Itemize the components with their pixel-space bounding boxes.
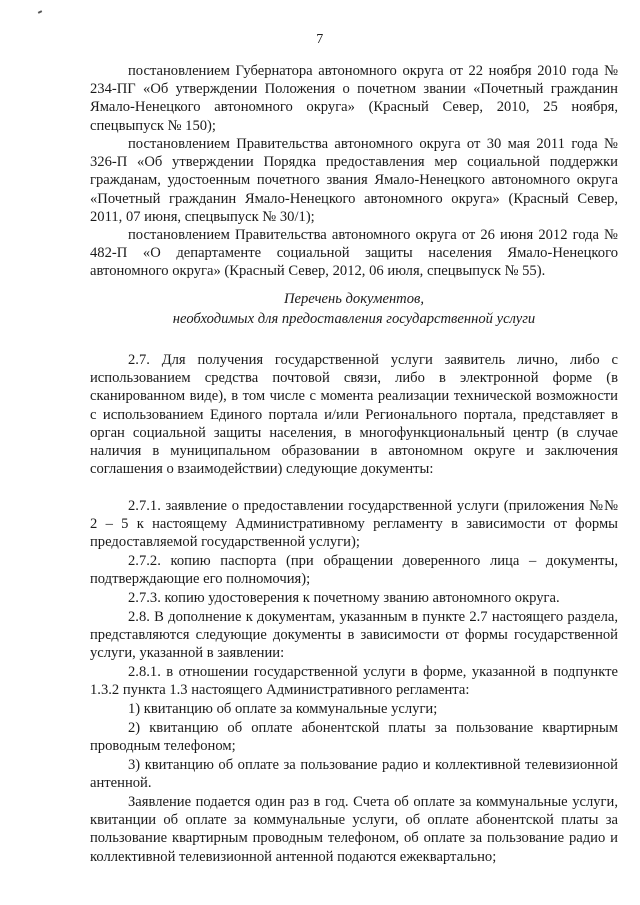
list-item-2: 2) квитанцию об оплате абонентской платы за пользование квартирным проводным телефоном;	[90, 720, 618, 755]
section-heading-line-1: Перечень документов,	[283, 291, 425, 307]
section-heading-line-2: необходимых для предоставления государственной услуги	[172, 311, 536, 327]
paragraph-2-7-3: 2.7.3. копию удостоверения к почетному званию автономного округа.	[128, 590, 560, 606]
list-item-3: 3) квитанцию об оплате за пользование радио и коллективной телевизионной антенной.	[90, 757, 618, 792]
paragraph-2-8-1: 2.8.1. в отношении государственной услуги в форме, указанной в подпункте 1.3.2 пункта 1.3 настоящего Административного регламента:	[90, 664, 618, 699]
paragraph-2-8: 2.8. В дополнение к документам, указанным в пункте 2.7 настоящего раздела, представляются следующие документы в зависимости от формы государственной услуги, указанной в заявлении:	[90, 609, 618, 662]
paragraph-2-7-2: 2.7.2. копию паспорта (при обращении доверенного лица – документы, подтверждающие его полномочия);	[90, 553, 618, 588]
list-item-1: 1) квитанцию об оплате за коммунальные услуги;	[128, 701, 438, 717]
page-number: 7	[316, 32, 324, 47]
section-heading	[90, 289, 618, 329]
paragraph-government-decree-482: постановлением Правительства автономного округа от 26 июня 2012 года № 482-П «О департаменте социальной защиты населения Ямало-Ненецкого автономного округа» (Красный Север, 2012, 06 июля, спецвыпуск № 55).	[90, 227, 618, 280]
paragraph-annual-application: Заявление подается один раз в год. Счета об оплате за коммунальные услуги, квитанции об оплате за коммунальные услуги, об оплате абонентской платы за пользование квартирным проводным телефоном, об оплате за пользование радио и коллективной телевизионной антенной подаются ежеквартально;	[90, 794, 618, 865]
scan-speck	[38, 10, 42, 14]
paragraph-government-decree-326: постановлением Правительства автономного округа от 30 мая 2011 года № 326-П «Об утверждении Порядка предоставления мер социальной поддержки гражданам, удостоенным почетного звания Ямало-Ненецкого автономного округа «Почетный гражданин Ямало-Ненецкого автономного округа» (Красный Север, 2011, 07 июня, спецвыпуск № 30/1);	[90, 136, 618, 225]
paragraph-2-7: 2.7. Для получения государственной услуги заявитель лично, либо с использованием средства почтовой связи, либо в электронной форме (в сканированном виде), в том числе с момента реализации технической возможности с использованием Единого портала и/или Регионального портала, представляет в орган социальной защиты населения, в многофункциональный центр (в случае наличия в муниципальном образовании в автономном округе и заключения соглашения о взаимодействии) следующие документы:	[90, 352, 618, 478]
paragraph-2-7-1: 2.7.1. заявление о предоставлении государственной услуги (приложения №№ 2 – 5 к настоящему Административному регламенту в зависимости от формы предоставляемой государственной услуги);	[90, 498, 618, 551]
paragraph-governor-decree: постановлением Губернатора автономного округа от 22 ноября 2010 года № 234-ПГ «Об утверждении Положения о почетном звании «Почетный гражданин Ямало-Ненецкого автономного округа» (Красный Север, 2010, 25 ноября, спецвыпуск № 150);	[90, 63, 618, 134]
